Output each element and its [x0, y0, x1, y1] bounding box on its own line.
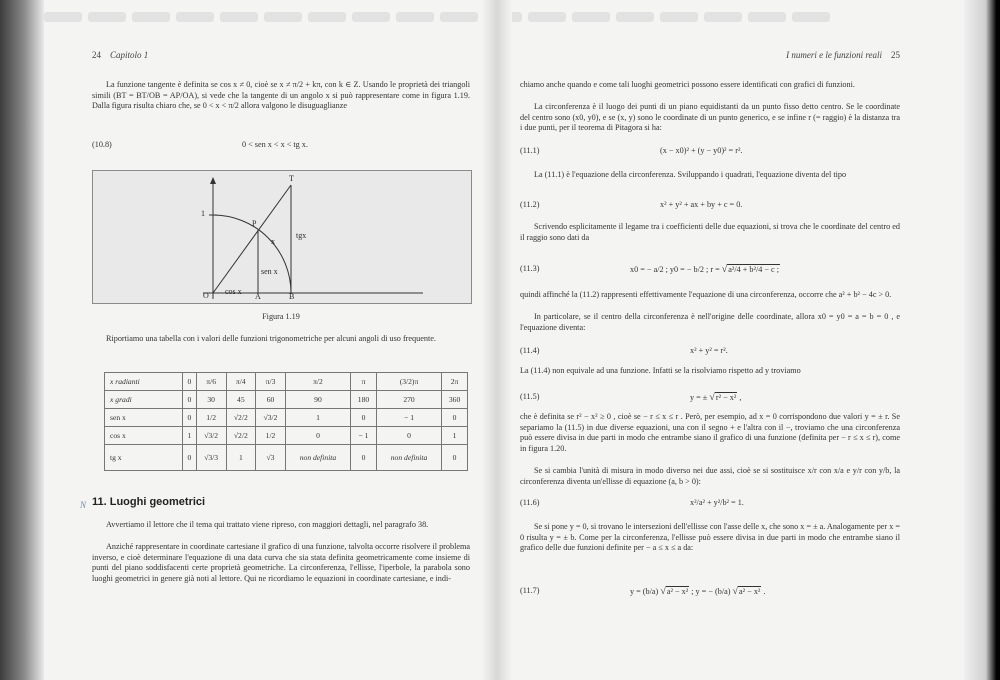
trig-diagram: [93, 171, 471, 303]
table-cell: 1: [226, 445, 256, 471]
table-cell: 60: [256, 391, 286, 409]
table-row: [105, 409, 468, 427]
table-cell: √2/2: [226, 409, 256, 427]
table-cell: 360: [442, 391, 468, 409]
section-paragraph-1: Avvertiamo il lettore che il tema qui trattato viene ripreso, con maggiori dettagli, nel paragrafo 38.: [106, 520, 429, 529]
table-intro: Riportiamo una tabella con i valori delle funzioni trigonometriche per alcuni angoli di uso frequente.: [106, 334, 436, 343]
equation-number: (11.7): [520, 586, 540, 595]
book-binding-shadow: [0, 0, 44, 680]
label-A: A: [255, 292, 261, 301]
paragraph-2: La circonferenza è il luogo dei punti di un piano equidistanti da un punto fisso detto centro. Se le coordinate del centro sono (x0, y0), e se (x, y) sono le coordinate di un punto generico, e se infine r (= raggio) è la distanza tra i due punti, per il teorema di Pitagora si ha:: [520, 102, 900, 133]
table-cell: 1: [285, 409, 350, 427]
equation-11-3-part: x0 = − a/2 ; y0 = − b/2 ; r =: [630, 265, 722, 274]
table-cell: 1: [183, 427, 197, 445]
chapter-title: I numeri e le funzioni reali: [786, 50, 882, 60]
page-number: 24: [92, 50, 101, 60]
sqrt-radicand: a²/4 + b²/4 − c ;: [728, 265, 780, 274]
equation-11-1: (x − x0)² + (y − y0)² = r².: [660, 146, 743, 155]
label-x: x: [271, 237, 275, 246]
table-cell: − 1: [351, 427, 377, 445]
equation-11-2: x² + y² + ax + by + c = 0.: [660, 200, 743, 209]
label-T: T: [289, 174, 294, 183]
table-cell: 0: [285, 427, 350, 445]
table-cell: cos x: [105, 427, 183, 445]
table-cell: 0: [183, 409, 197, 427]
label-cosx: cos x: [225, 287, 242, 296]
table-cell: √3/2: [256, 409, 286, 427]
table-cell: − 1: [376, 409, 441, 427]
table-cell: π/4: [226, 373, 256, 391]
table-cell: 270: [376, 391, 441, 409]
equation-11-5: y = ± √r² − x² ,: [690, 392, 742, 403]
figure-caption: Figura 1.19: [262, 312, 300, 321]
sqrt-radicand: r² − x²: [715, 393, 737, 402]
label-tgx: tgx: [296, 231, 307, 240]
center-gutter: [482, 0, 512, 680]
table-cell: 0: [351, 409, 377, 427]
table-cell: 0: [183, 373, 197, 391]
y-axis-arrow: [210, 177, 216, 184]
equation-11-5-part: ,: [737, 393, 742, 402]
table-cell: 45: [226, 391, 256, 409]
section-paragraph-2: Anziché rappresentare in coordinate cartesiane il grafico di una funzione, talvolta occorre risolvere il problema inverso, e cioè determinare l'equazione di una data curva che sia stata definita geometricamente come insieme di punti del piano soddisfacenti certe proprietà geometriche. La circonferenza, l'ellisse, l'iperbole, la parabola sono luoghi geometrici in genere già noti al lettore. Qui ne ricordiamo le equazioni in coordinate cartesiane, e indi-: [92, 542, 470, 583]
paragraph-3: La (11.1) è l'equazione della circonferenza. Sviluppando i quadrati, l'equazione diventa del tipo: [534, 170, 847, 179]
equation-11-6: x²/a² + y²/b² = 1.: [690, 498, 744, 507]
figure-1-19: [92, 170, 472, 304]
table-cell: non definita: [376, 445, 441, 471]
table-cell: π/3: [256, 373, 286, 391]
trig-values-table: [104, 372, 468, 471]
equation-11-7-part: ; y = − (b/a): [689, 587, 733, 596]
table-cell: (3/2)π: [376, 373, 441, 391]
sqrt-radicand: a² − x²: [739, 587, 761, 596]
equation-11-7: y = (b/a) √a² − x² ; y = − (b/a) √a² − x² .: [630, 586, 766, 597]
paragraph-1: chiamo anche quando e come tali luoghi geometrici possono essere identificati con grafici di funzioni.: [520, 80, 855, 89]
table-row: [105, 445, 468, 471]
table-cell: non definita: [285, 445, 350, 471]
left-page: [80, 0, 470, 680]
table-cell: π/2: [285, 373, 350, 391]
paragraph-4: Scrivendo esplicitamente il legame tra i coefficienti delle due equazioni, si trova che le coordinate del centro ed il raggio sono dati da: [520, 222, 900, 242]
table-cell: 1/2: [256, 427, 286, 445]
table-cell: √2/2: [226, 427, 256, 445]
equation-number: (10.8): [92, 140, 112, 149]
table-cell: x radianti: [105, 373, 183, 391]
equation-10-8: 0 < sen x < x < tg x.: [242, 140, 308, 149]
hypotenuse-line: [213, 185, 291, 293]
equation-11-5-part: y = ±: [690, 393, 710, 402]
label-B: B: [289, 292, 295, 301]
equation-number: (11.1): [520, 146, 540, 155]
paragraph-6: In particolare, se il centro della circonferenza è nell'origine delle coordinate, allora x0 = y0 = a = b = 0 , e l'equazione diventa:: [520, 312, 900, 332]
label-O: O: [203, 291, 209, 300]
table-cell: √3/2: [196, 427, 226, 445]
table-cell: 0: [351, 445, 377, 471]
equation-11-4: x² + y² = r².: [690, 346, 728, 355]
table-cell: 0: [442, 409, 468, 427]
table-cell: 180: [351, 391, 377, 409]
table-row: [105, 391, 468, 409]
page-edge-shadow: [964, 0, 1000, 680]
running-header-left: [92, 50, 148, 60]
table-row: [105, 427, 468, 445]
right-page: [520, 0, 900, 680]
table-cell: 0: [183, 391, 197, 409]
paragraph-9: Se si cambia l'unità di misura in modo diverso nei due assi, cioè se si sostituisce x/r con x/a e y/r con y/b, la circonferenza diventa un'ellisse di equazione (a, b > 0):: [520, 466, 900, 486]
table-cell: 1: [442, 427, 468, 445]
table-cell: π: [351, 373, 377, 391]
table-cell: 1/2: [196, 409, 226, 427]
equation-number: (11.5): [520, 392, 540, 401]
table-cell: tg x: [105, 445, 183, 471]
table-cell: 0: [183, 445, 197, 471]
margin-annotation: N: [80, 500, 87, 510]
running-header-right: [786, 50, 900, 60]
paragraph-5: quindi affinché la (11.2) rappresenti effettivamente l'equazione di una circonferenza, occorre che a² + b² − 4c > 0.: [520, 290, 892, 299]
table-row: [105, 373, 468, 391]
equation-11-3: x0 = − a/2 ; y0 = − b/2 ; r = √a²/4 + b²/4 − c ;: [630, 264, 780, 275]
paragraph-7: La (11.4) non equivale ad una funzione. Infatti se la risolviamo rispetto ad y troviamo: [520, 366, 801, 375]
table-cell: π/6: [196, 373, 226, 391]
intro-paragraph: La funzione tangente è definita se cos x ≠ 0, cioè se x ≠ π/2 + kπ, con k ∈ Z. Usando le proprietà dei triangoli simili (BT = BT/OB = AP/OA), si vede che la tangente di un angolo x si può rappresentare come in figura 1.19. Dalla figura risulta chiaro che, se 0 < x < π/2 allora valgono le disuguaglianze: [92, 80, 470, 111]
table-cell: 0: [376, 427, 441, 445]
label-P: P: [252, 219, 257, 228]
page-number: 25: [891, 50, 900, 60]
equation-number: (11.4): [520, 346, 540, 355]
table-cell: 30: [196, 391, 226, 409]
paragraph-10: Se si pone y = 0, si trovano le intersezioni dell'ellisse con l'asse delle x, che sono x = ± a. Analogamente per x = 0 risulta y = ± b. Come per la circonferenza, l'ellisse può essere divisa in due parti in modo che entrambe siano il grafico delle due funzioni definite per − a ≤ x ≤ a da:: [520, 522, 900, 553]
table-cell: √3: [256, 445, 286, 471]
sqrt-radicand: a² − x²: [666, 587, 689, 596]
table-cell: sen x: [105, 409, 183, 427]
label-senx: sen x: [261, 267, 278, 276]
table-cell: √3/3: [196, 445, 226, 471]
equation-11-7-part: .: [761, 587, 766, 596]
equation-number: (11.6): [520, 498, 540, 507]
table-cell: x gradi: [105, 391, 183, 409]
table-cell: 2π: [442, 373, 468, 391]
chapter-title: Capitolo 1: [110, 50, 149, 60]
equation-number: (11.3): [520, 264, 540, 273]
label-one: 1: [201, 209, 205, 218]
section-heading: 11. Luoghi geometrici: [92, 496, 206, 508]
table-cell: 0: [442, 445, 468, 471]
equation-number: (11.2): [520, 200, 540, 209]
paragraph-8: che è definita se r² − x² ≥ 0 , cioè se − r ≤ x ≤ r . Però, per esempio, ad x = 0 corrispondono due valori y = ± r. Se separiamo la (11.5) in due diverse equazioni, una con il segno + e l'altra con il −, troviamo che una circonferenza può essere divisa in due parti in modo che entrambe siano il grafico di una funzione (definita per − r ≤ x ≤ r), come in figura 1.20.: [520, 412, 900, 453]
equation-11-7-part: y = (b/a): [630, 587, 661, 596]
table-cell: 90: [285, 391, 350, 409]
